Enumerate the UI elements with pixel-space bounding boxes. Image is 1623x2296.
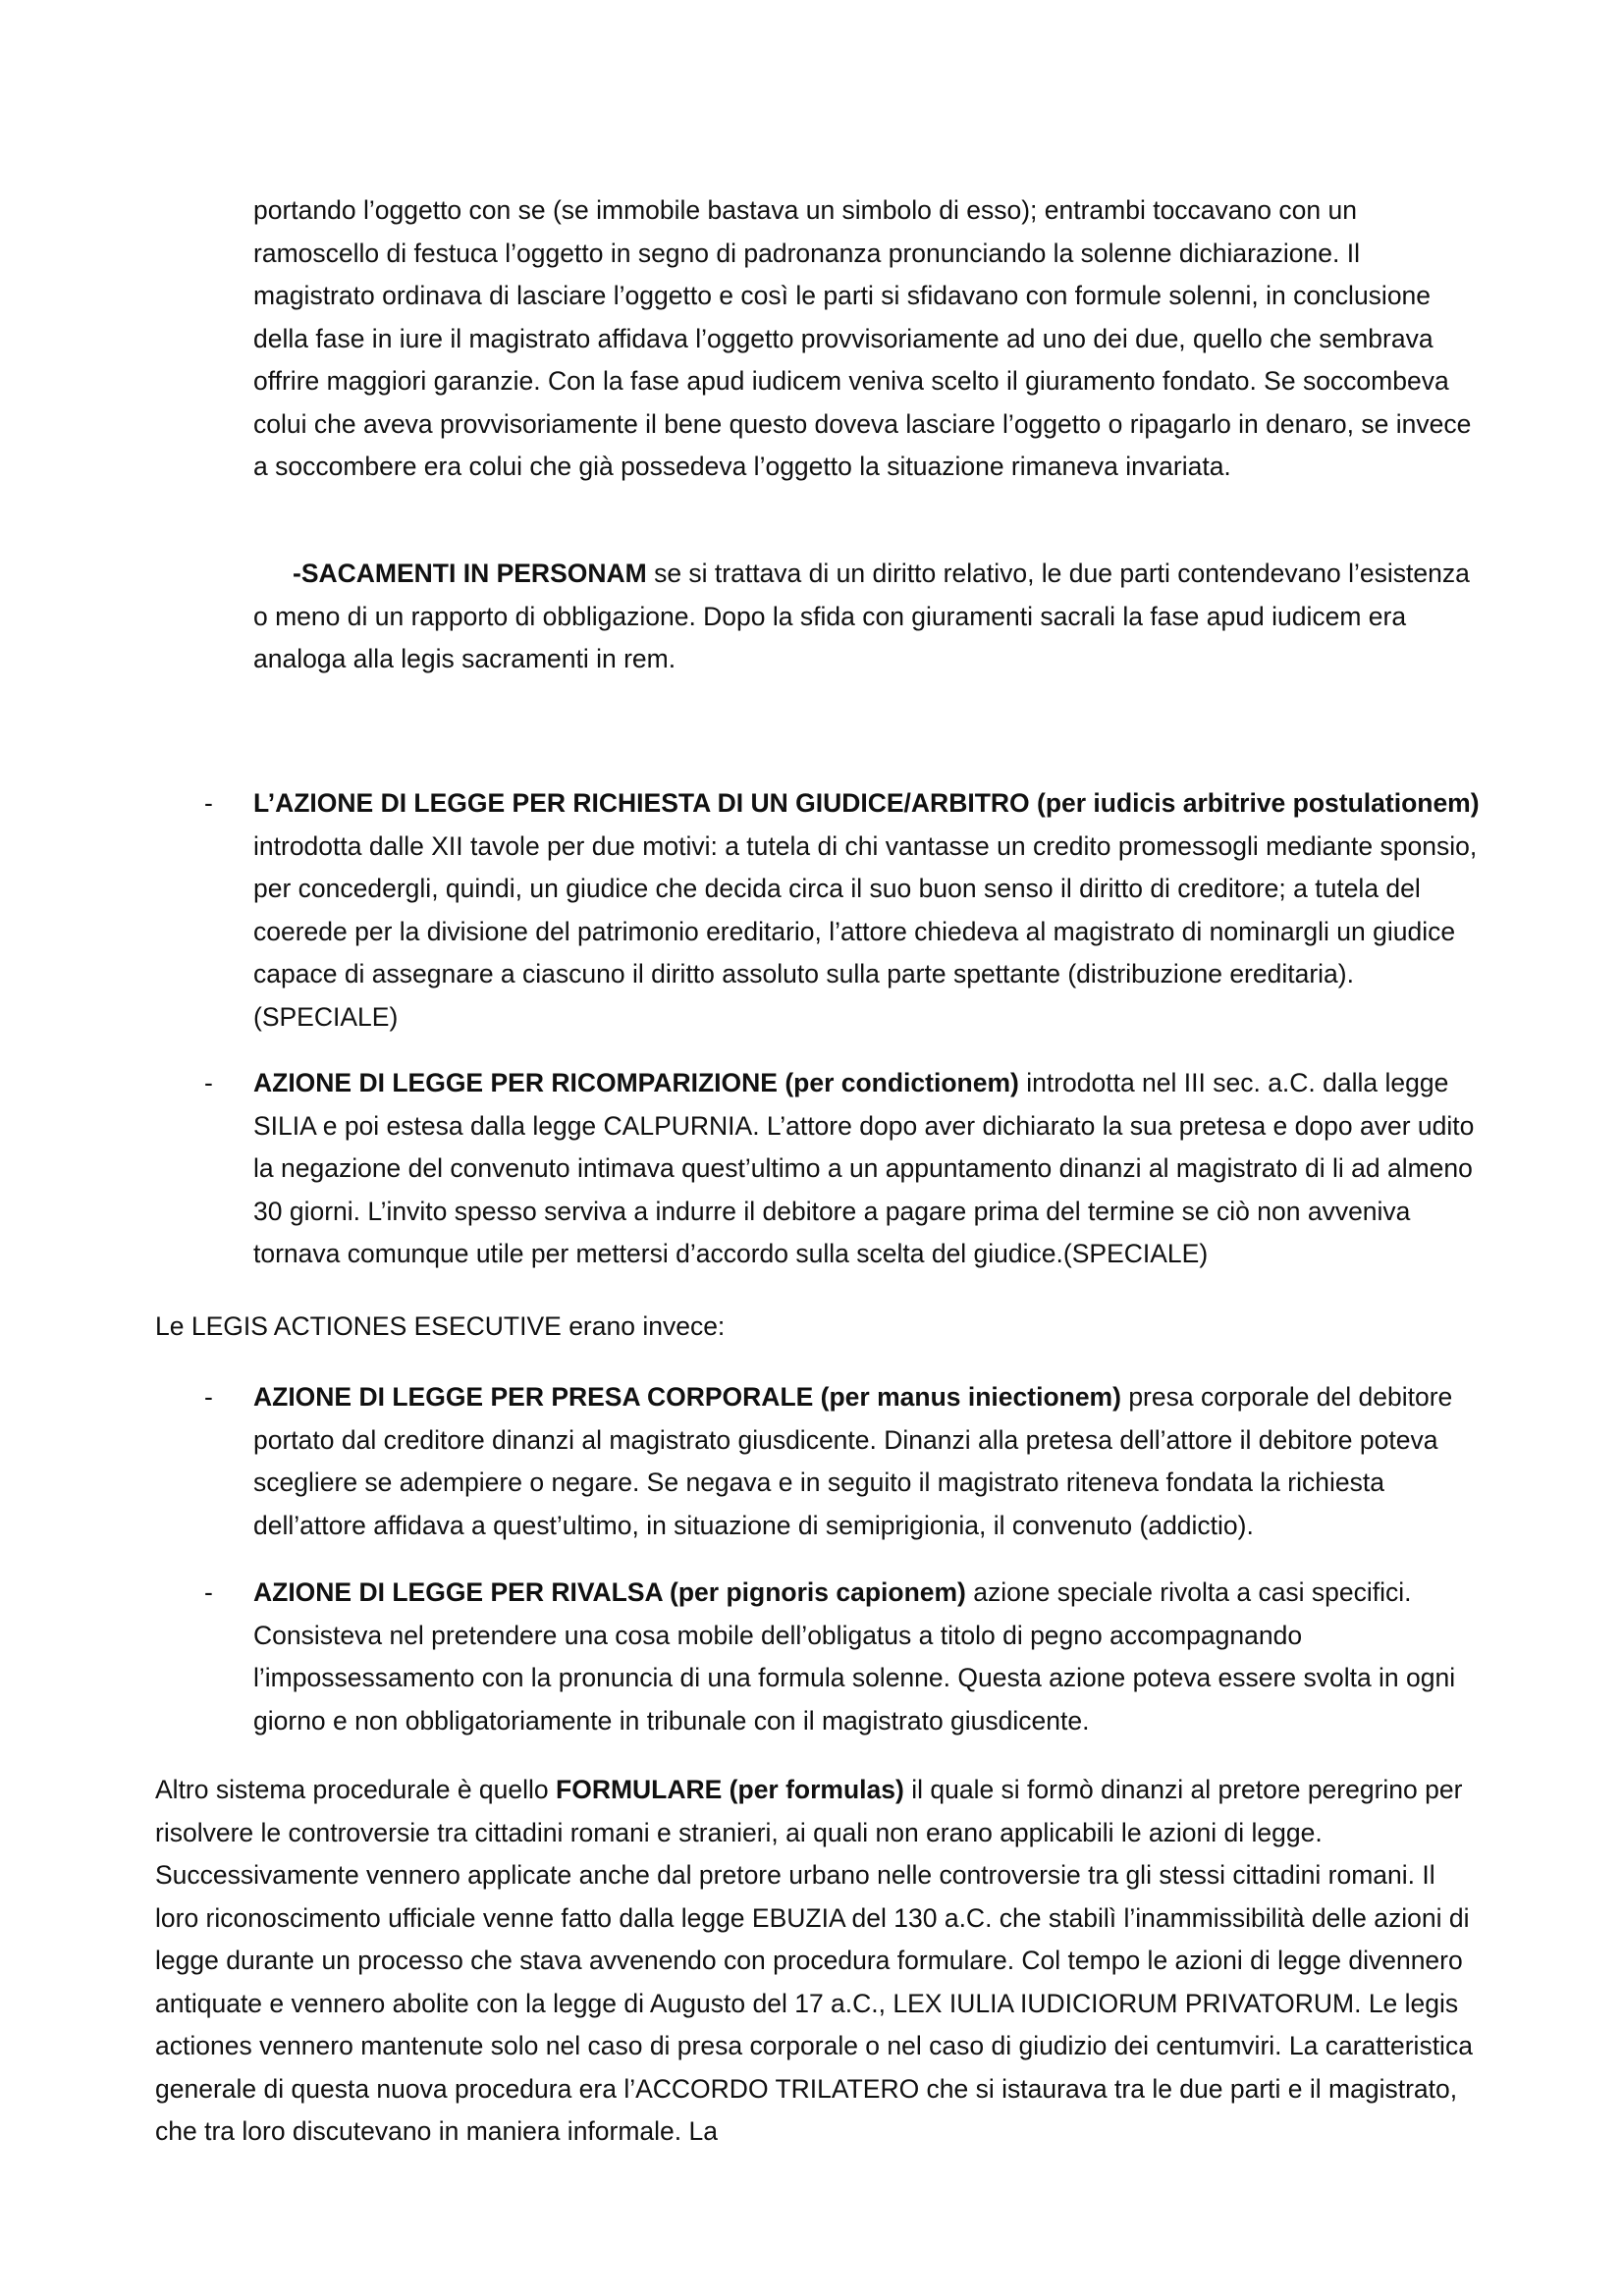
list-dash: - bbox=[204, 788, 213, 818]
paragraph-formulare bbox=[155, 1769, 1481, 2154]
list-dash: - bbox=[204, 1068, 213, 1097]
paragraph-text: se si trattava di un diritto relativo, le due parti contendevano l’esistenza o meno di un rapporto di obbligazione. Dopo la sfida con giuramenti sacrali la fase apud iudicem era analoga alla legis sacramenti in rem. bbox=[253, 559, 1470, 673]
list-dash: - bbox=[204, 1382, 213, 1412]
bold-term: AZIONE DI LEGGE PER PRESA CORPORALE (per manus iniectionem) bbox=[253, 1382, 1121, 1412]
bold-term: L’AZIONE DI LEGGE PER RICHIESTA DI UN GIUDICE/ARBITRO (per iudicis arbitrive postulationem) bbox=[253, 788, 1480, 818]
bold-term: AZIONE DI LEGGE PER RICOMPARIZIONE (per condictionem) bbox=[253, 1068, 1019, 1097]
paragraph-text: Altro sistema procedurale è quello bbox=[155, 1775, 557, 1804]
paragraph-sacramenti-in-personam bbox=[253, 553, 1481, 681]
list-item-text bbox=[253, 1062, 1481, 1276]
paragraph-text: portando l’oggetto con se (se immobile bastava un simbolo di esso); entrambi toccavano con un ramoscello di festuca l’oggetto in segno di padronanza pronunciando la solenne dichiarazione. Il magistrato ordinava di lasciare l’oggetto e così le parti si sfidavano con formule solenni, in conclusione della fase in iure il magistrato affidava l’oggetto provvisoriamente ad uno dei due, quello che sembrava offrire maggiori garanzie. Con la fase apud iudicem veniva scelto il giuramento fondato. Se soccombeva colui che aveva provvisoriamente il bene questo doveva lasciare l’oggetto o ripagarlo in denaro, se invece a soccombere era colui che già possedeva l’oggetto la situazione rimaneva invariata. bbox=[253, 195, 1472, 481]
list-dash: - bbox=[204, 1577, 213, 1607]
paragraph-rivendica bbox=[253, 189, 1481, 489]
bold-term: FORMULARE (per formulas) bbox=[556, 1775, 904, 1804]
paragraph-esecutive bbox=[155, 1306, 1481, 1349]
bold-term: -SACAMENTI IN PERSONAM bbox=[293, 559, 647, 588]
paragraph-text: introdotta nel III sec. a.C. dalla legge SILIA e poi estesa dalla legge CALPURNIA. L’attore dopo aver dichiarato la sua pretesa e dopo aver udito la negazione del convenuto intimava quest’ultimo a un appuntamento dinanzi al magistrato di li ad almeno 30 giorni. L’invito spesso serviva a indurre il debitore a pagare prima del termine se ciò non avveniva tornava comunque utile per mettersi d’accordo sulla scelta del giudice.(SPECIALE) bbox=[253, 1068, 1475, 1268]
list-item-text bbox=[253, 1572, 1481, 1742]
paragraph-text: il quale si formò dinanzi al pretore peregrino per risolvere le controversie tra cittadini romani e stranieri, ai quali non erano applicabili le azioni di legge. Successivamente vennero applicate anche dal pretore urbano nelle controversie tra gli stessi cittadini romani. Il loro riconoscimento ufficiale venne fatto dalla legge EBUZIA del 130 a.C. che stabilì l’inammissibilità delle azioni di legge durante un processo che stava avvenendo con procedura formulare. Col tempo le azioni di legge divennero antiquate e vennero abolite con la legge di Augusto del 17 a.C., LEX IULIA IUDICIORUM PRIVATORUM. Le legis actiones vennero mantenute solo nel caso di presa corporale o nel caso di giudizio dei centumviri. La caratteristica generale di questa nuova procedura era l’ACCORDO TRILATERO che si istaurava tra le due parti e il magistrato, che tra loro discutevano in maniera informale. La bbox=[155, 1775, 1473, 2146]
paragraph-text: azione speciale rivolta a casi specifici. Consisteva nel pretendere una cosa mobile dell’obligatus a titolo di pegno accompagnando l’impossessamento con la pronuncia di una formula solenne. Questa azione poteva essere svolta in ogni giorno e non obbligatoriamente in tribunale con il magistrato giusdicente. bbox=[253, 1577, 1456, 1735]
paragraph-text: presa corporale del debitore portato dal creditore dinanzi al magistrato giusdicente. Dinanzi alla pretesa dell’attore il debitore poteva scegliere se adempiere o negare. Se negava e in seguito il magistrato riteneva fondata la richiesta dell’attore affidava a quest’ultimo, in situazione di semiprigionia, il convenuto (addictio). bbox=[253, 1382, 1453, 1540]
paragraph-text: introdotta dalle XII tavole per due motivi: a tutela di chi vantasse un credito promessogli mediante sponsio, per concedergli, quindi, un giudice che decida circa il suo buon senso il diritto di creditore; a tutela del coerede per la divisione del patrimonio ereditario, l’attore chiedeva al magistrato di nominargli un giudice capace di assegnare a ciascuno il diritto assoluto sulla parte spettante (distribuzione ereditaria).(SPECIALE) bbox=[253, 830, 1478, 1032]
paragraph-text: Le LEGIS ACTIONES ESECUTIVE erano invece: bbox=[155, 1311, 726, 1341]
list-item-text bbox=[253, 782, 1481, 1039]
list-item-text bbox=[253, 1376, 1481, 1547]
bold-term: AZIONE DI LEGGE PER RIVALSA (per pignoris capionem) bbox=[253, 1577, 966, 1607]
